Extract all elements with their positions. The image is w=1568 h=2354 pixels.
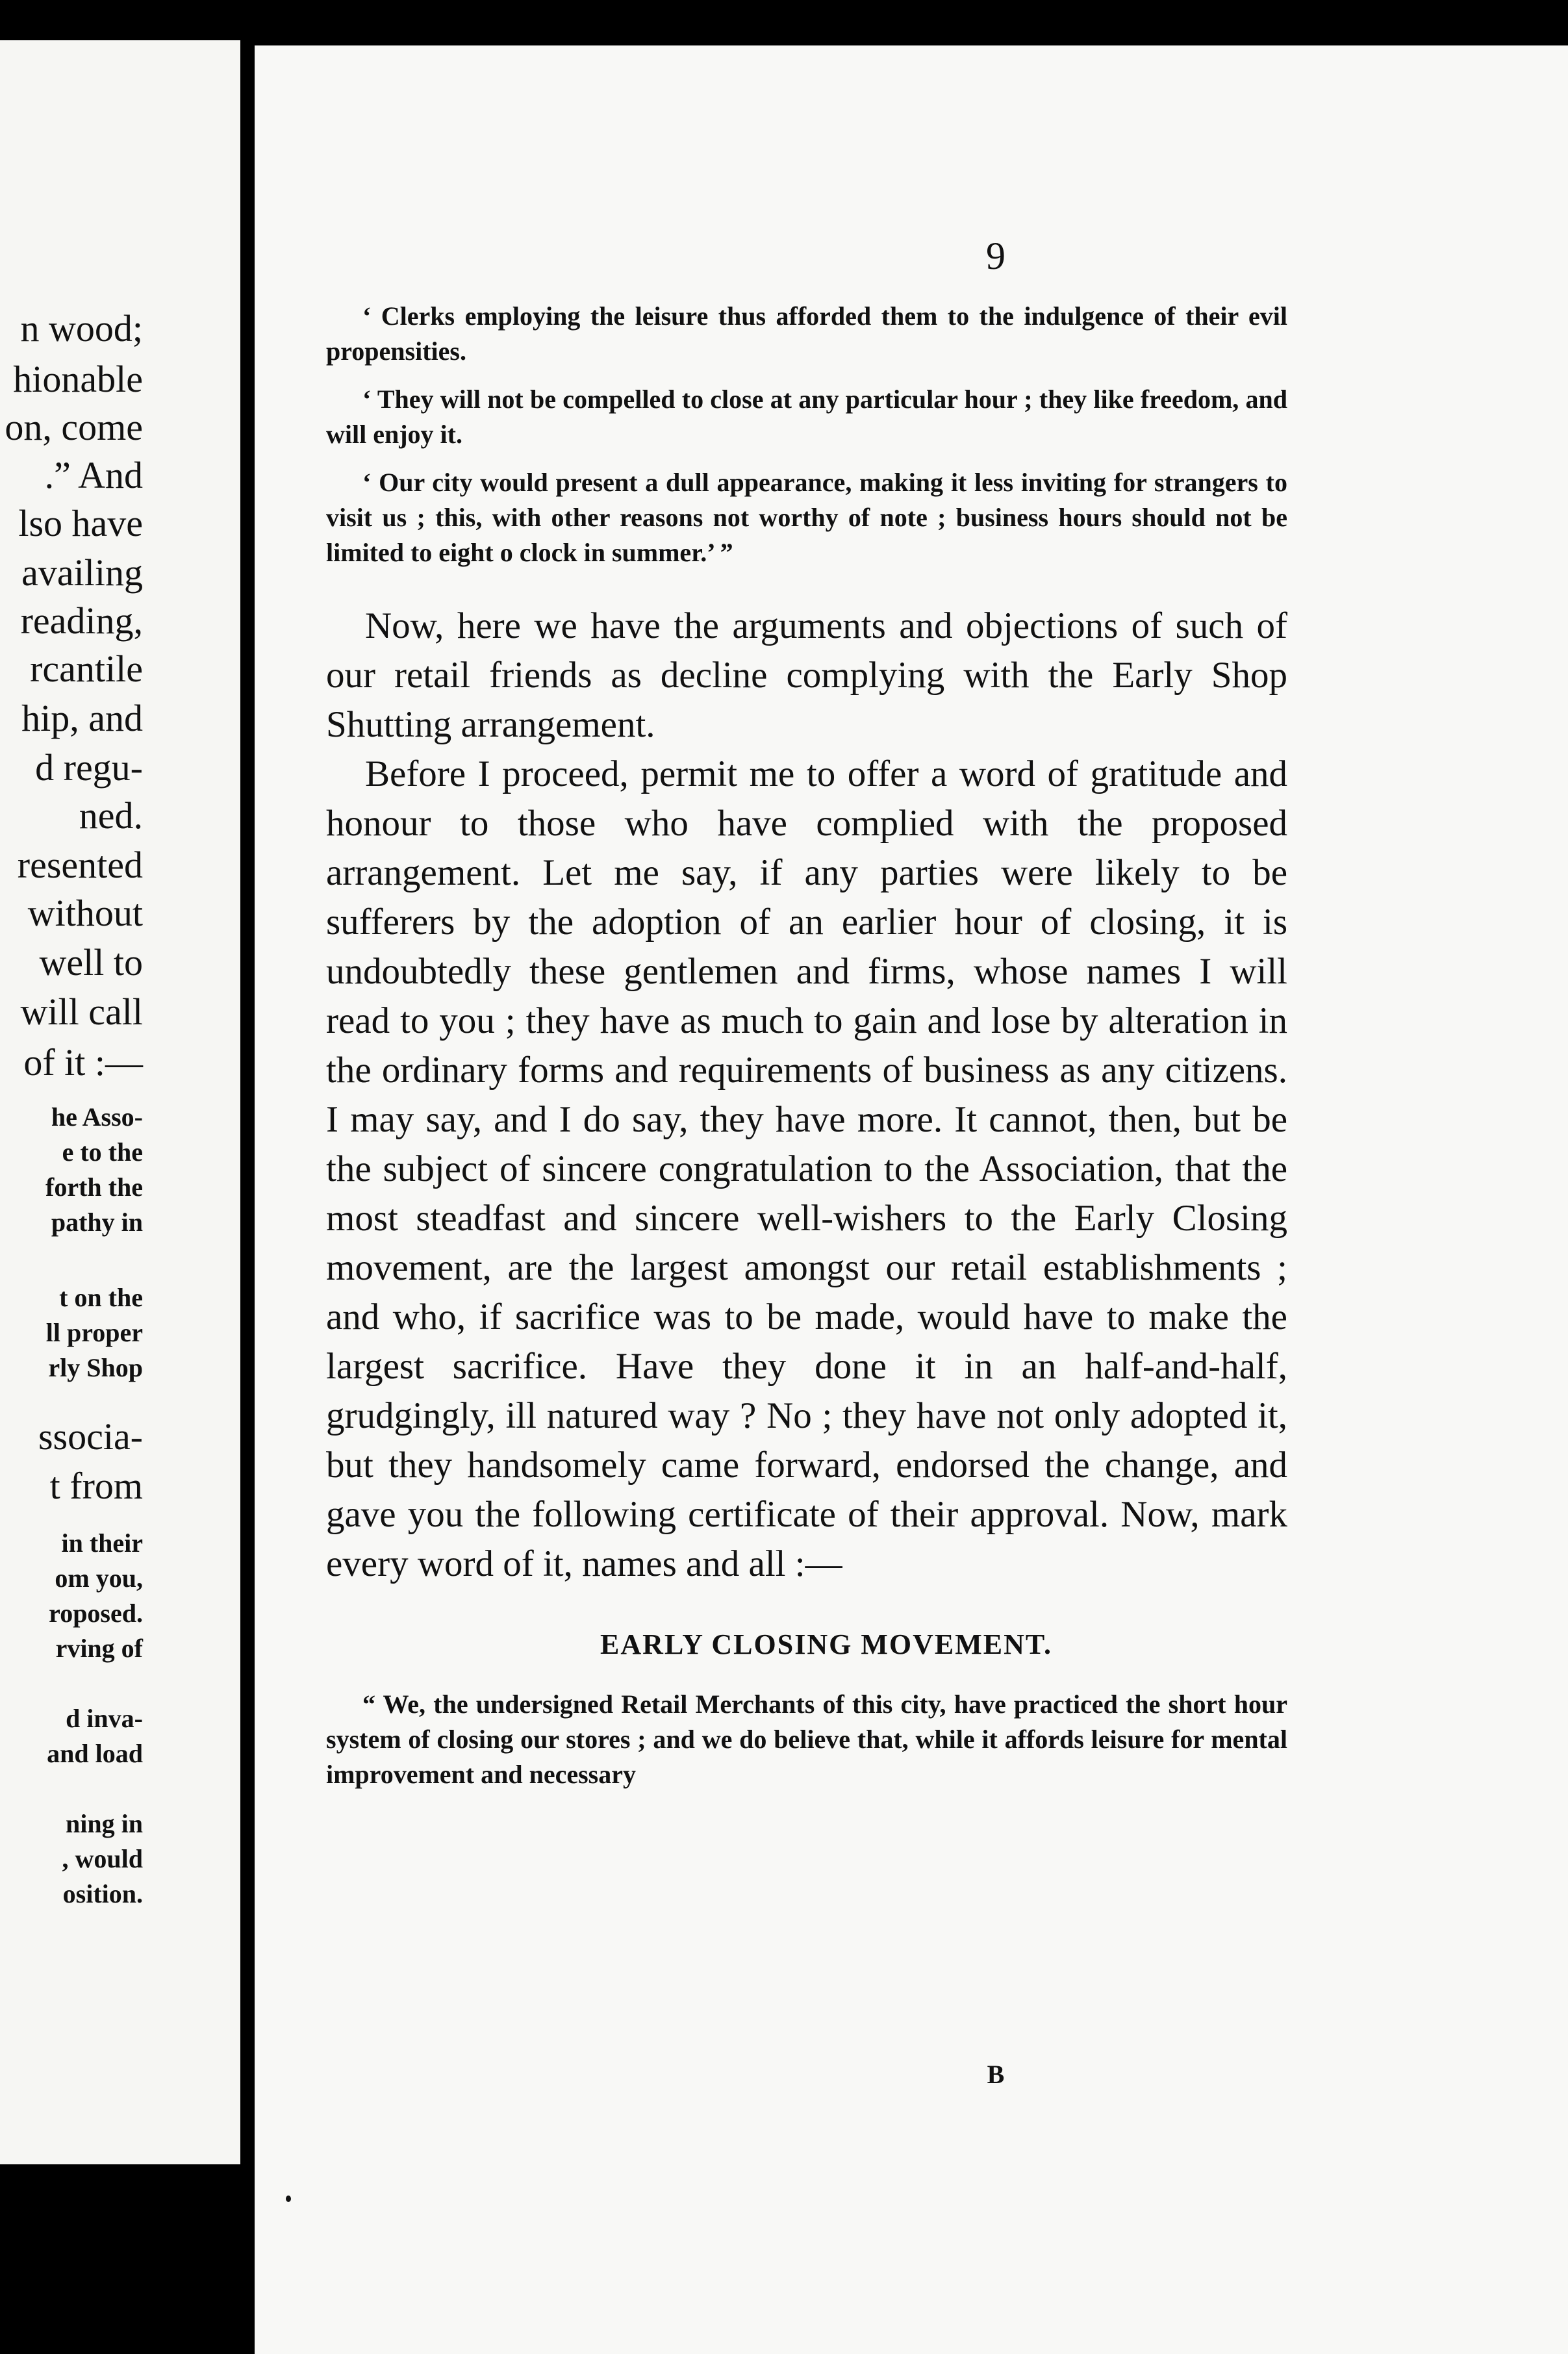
left-page-line: availing [21, 551, 143, 594]
section-heading: EARLY CLOSING MOVEMENT. [600, 1628, 1052, 1660]
left-page-line: reading, [20, 600, 143, 642]
left-page-line: ning in [66, 1809, 143, 1838]
quote-freedom: ‘ They will not be compelled to close at any particular hour ; they like freedom, and will enjoy it. [326, 385, 1287, 449]
left-page-fragment [0, 40, 240, 2164]
left-page-line: hip, and [21, 697, 143, 739]
left-page-line: ned. [79, 794, 143, 837]
merchants-certificate-quote: “ We, the undersigned Retail Merchants of this city, have practiced the short hour system of closing our stores ; and we do believe that, while it affords leisure for mental improvement and necessary [326, 1690, 1287, 1789]
left-page-line: n wood; [20, 307, 143, 349]
left-page-line: of it :— [23, 1041, 143, 1083]
page-number: 9 [986, 234, 1005, 277]
signature-mark: B [987, 2060, 1005, 2089]
paragraph-arguments: Now, here we have the arguments and objections of such of our retail friends as decline complying with the Early Shop Shutting arrangement. [326, 605, 1287, 745]
left-page-line: and load [47, 1739, 143, 1768]
left-page-line: t from [49, 1465, 143, 1507]
left-page-line: , would [62, 1844, 143, 1873]
left-page-line: he Asso- [51, 1102, 143, 1132]
quote-clerks: ‘ Clerks employing the leisure thus afforded them to the indulgence of their evil propensities. [326, 301, 1287, 366]
left-page-line: rcantile [30, 648, 143, 690]
right-page [255, 45, 1568, 2354]
left-page-line: roposed. [49, 1599, 143, 1628]
paragraph-gratitude: Before I proceed, permit me to offer a word of gratitude and honour to those who have complied with the proposed arrangement. Let me say, if any parties were likely to be sufferers by the adoption of an earlier hour of closing, it is undoubtedly these gentlemen and firms, whose names I will read to you ; they have as much to gain and lose by alteration in the ordinary forms and requirements of business as any citizens. I may say, and I do say, they have more. It cannot, then, but be the subject of sincere congratulation to the Association, that the most steadfast and sincere well-wishers to the Early Closing movement, are the largest amongst our retail establishments ; and who, if sacrifice was to be made, would have to make the largest sacrifice. Have they done it in an half-and-half, grudgingly, ill natured way ? No ; they have not only adopted it, but they handsomely came forward, endorsed the change, and gave you the following certificate of their approval. Now, mark every word of it, names and all :— [326, 753, 1287, 1584]
left-page-line: resented [17, 844, 143, 886]
left-page-line: osition. [62, 1879, 143, 1908]
left-page-line: without [27, 892, 143, 934]
left-page-line: will call [20, 991, 143, 1033]
left-page-line: lso have [18, 502, 143, 544]
left-page-line: on, come [5, 406, 143, 448]
book-gutter [240, 0, 255, 2354]
left-page-line: om you, [55, 1563, 143, 1593]
ink-speck [286, 2196, 291, 2202]
left-page-line: pathy in [51, 1208, 143, 1237]
left-page-line: ll proper [45, 1318, 143, 1347]
page-content [326, 299, 1287, 1792]
left-page-line: .” And [44, 454, 143, 496]
left-page-line: t on the [59, 1283, 143, 1312]
left-page-line: hionable [13, 358, 143, 400]
left-page-line: ssocia- [38, 1415, 143, 1458]
left-page-line: e to the [62, 1137, 143, 1167]
left-page-line: in their [61, 1528, 143, 1558]
left-page-line: rly Shop [48, 1353, 143, 1382]
left-page-line: rving of [55, 1634, 143, 1663]
quote-city-appearance: ‘ Our city would present a dull appearance, making it less inviting for strangers to visit us ; this, with other reasons not worthy of note ; business hours should not be limited to eight o clock in summer.’ ” [326, 468, 1287, 567]
left-page-line: d regu- [35, 746, 143, 789]
left-page-line: d inva- [66, 1704, 143, 1733]
left-page-line: forth the [45, 1172, 143, 1202]
left-page-line: well to [39, 941, 143, 983]
